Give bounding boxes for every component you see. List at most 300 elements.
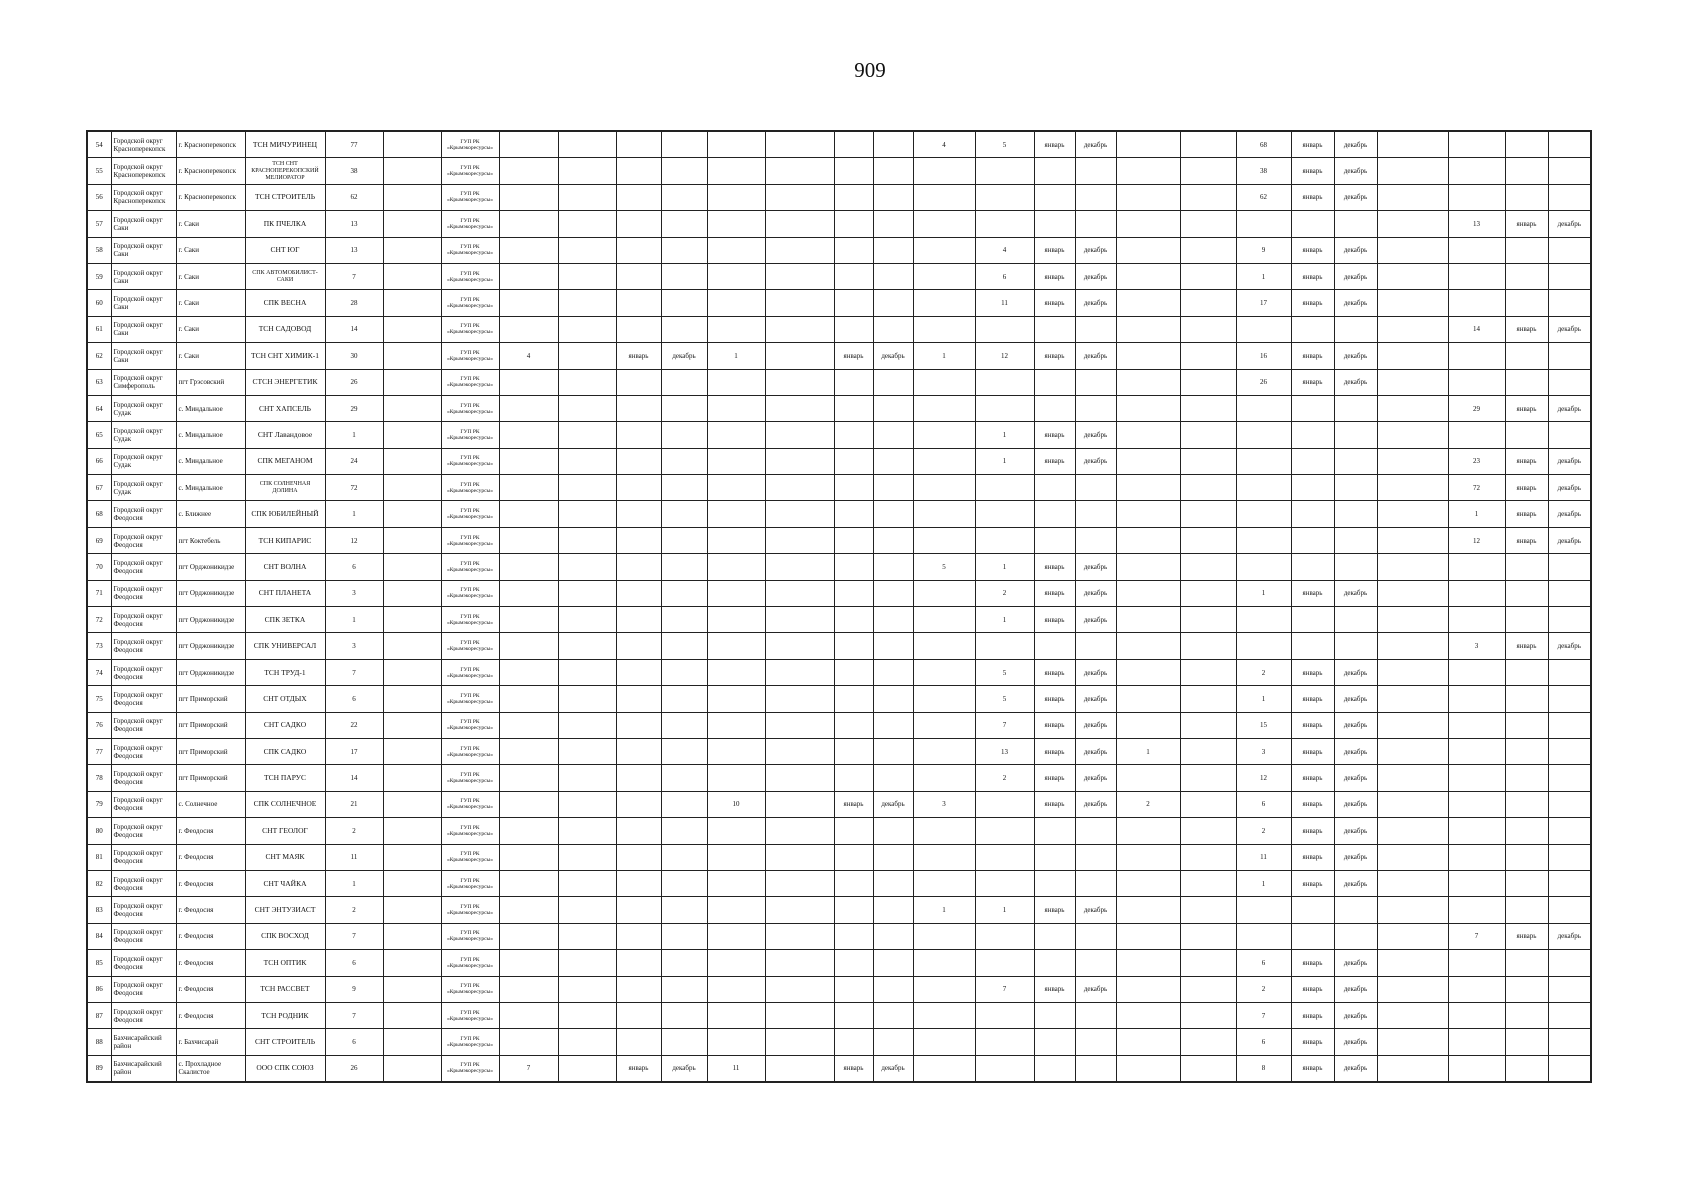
cell-count-d: 7 [975, 712, 1034, 738]
cell-total-count: 14 [325, 316, 383, 342]
cell-count-e [1116, 554, 1180, 580]
cell-to-f [1334, 395, 1377, 421]
cell-to-b [873, 1002, 913, 1028]
cell-to-h: декабрь [1548, 633, 1591, 659]
cell-to-b [873, 844, 913, 870]
cell-settlement: с. Миндальное [176, 395, 245, 421]
cell-empty-b [765, 554, 834, 580]
cell-count-h: 23 [1448, 448, 1505, 474]
cell-count-b [707, 369, 765, 395]
cell-to-h: декабрь [1548, 448, 1591, 474]
cell-from-b [834, 633, 873, 659]
cell-empty-a [558, 316, 616, 342]
cell-to-f: декабрь [1334, 791, 1377, 817]
cell-total-count: 1 [325, 422, 383, 448]
cell-count-h: 12 [1448, 527, 1505, 553]
cell-count-c [913, 818, 975, 844]
cell-empty-col [383, 395, 441, 421]
cell-empty-col [383, 422, 441, 448]
cell-count-a [499, 607, 558, 633]
cell-empty-col [383, 791, 441, 817]
cell-empty-e [1180, 765, 1236, 791]
cell-settlement: г. Красноперекопск [176, 131, 245, 158]
cell-count-f: 26 [1236, 369, 1291, 395]
table-row [87, 343, 1591, 369]
cell-to-a [661, 897, 707, 923]
cell-count-b [707, 211, 765, 237]
cell-from-b [834, 554, 873, 580]
cell-settlement: пгт Грэсовский [176, 369, 245, 395]
cell-to-b [873, 923, 913, 949]
cell-settlement: г. Саки [176, 316, 245, 342]
cell-from-b [834, 765, 873, 791]
cell-row-number: 65 [87, 422, 111, 448]
table-row [87, 554, 1591, 580]
cell-count-e [1116, 369, 1180, 395]
cell-from-f: январь [1291, 263, 1334, 289]
cell-empty-a [558, 976, 616, 1002]
cell-count-b [707, 844, 765, 870]
cell-to-d [1075, 950, 1116, 976]
cell-municipality: Городской округ Феодосия [111, 580, 176, 606]
cell-empty-g [1377, 422, 1448, 448]
cell-count-e [1116, 633, 1180, 659]
cell-empty-a [558, 1029, 616, 1055]
cell-count-a [499, 950, 558, 976]
cell-to-d [1075, 369, 1116, 395]
cell-count-e [1116, 263, 1180, 289]
cell-to-d [1075, 501, 1116, 527]
cell-from-a [616, 369, 661, 395]
cell-count-f [1236, 395, 1291, 421]
cell-to-f [1334, 554, 1377, 580]
cell-count-h [1448, 158, 1505, 184]
cell-count-a [499, 369, 558, 395]
cell-from-a [616, 1029, 661, 1055]
cell-from-d: январь [1034, 976, 1075, 1002]
cell-from-f [1291, 395, 1334, 421]
cell-from-a: январь [616, 343, 661, 369]
cell-to-b [873, 765, 913, 791]
cell-row-number: 66 [87, 448, 111, 474]
cell-count-b [707, 158, 765, 184]
cell-empty-e [1180, 131, 1236, 158]
cell-from-a [616, 1002, 661, 1028]
cell-from-d: январь [1034, 607, 1075, 633]
cell-operator: ГУП РК «Крымэкоресурсы» [441, 131, 499, 158]
cell-count-c [913, 395, 975, 421]
cell-from-h [1505, 950, 1548, 976]
cell-empty-b [765, 448, 834, 474]
cell-count-e: 2 [1116, 791, 1180, 817]
cell-municipality: Городской округ Красноперекопск [111, 184, 176, 210]
cell-count-e [1116, 343, 1180, 369]
cell-count-e [1116, 607, 1180, 633]
cell-count-a [499, 158, 558, 184]
cell-from-b [834, 131, 873, 158]
cell-empty-a [558, 950, 616, 976]
cell-to-f: декабрь [1334, 1002, 1377, 1028]
cell-empty-e [1180, 686, 1236, 712]
cell-empty-e [1180, 712, 1236, 738]
cell-total-count: 29 [325, 395, 383, 421]
cell-row-number: 78 [87, 765, 111, 791]
cell-operator: ГУП РК «Крымэкоресурсы» [441, 475, 499, 501]
cell-empty-g [1377, 158, 1448, 184]
cell-from-f [1291, 422, 1334, 448]
cell-organization: СНТ ПЛАНЕТА [245, 580, 325, 606]
cell-count-f: 8 [1236, 1055, 1291, 1082]
table-row [87, 712, 1591, 738]
cell-to-b [873, 976, 913, 1002]
cell-to-h [1548, 976, 1591, 1002]
cell-empty-col [383, 369, 441, 395]
cell-empty-a [558, 448, 616, 474]
cell-to-f: декабрь [1334, 765, 1377, 791]
cell-empty-b [765, 818, 834, 844]
cell-to-h: декабрь [1548, 923, 1591, 949]
cell-from-b [834, 686, 873, 712]
cell-count-b [707, 448, 765, 474]
cell-count-e [1116, 158, 1180, 184]
cell-empty-col [383, 659, 441, 685]
cell-to-a [661, 607, 707, 633]
cell-count-d [975, 633, 1034, 659]
cell-row-number: 77 [87, 738, 111, 764]
cell-organization: СНТ ЭНТУЗИАСТ [245, 897, 325, 923]
cell-operator: ГУП РК «Крымэкоресурсы» [441, 527, 499, 553]
cell-count-a [499, 475, 558, 501]
cell-municipality: Городской округ Феодосия [111, 659, 176, 685]
cell-count-c [913, 1055, 975, 1082]
cell-from-d: январь [1034, 448, 1075, 474]
cell-empty-col [383, 290, 441, 316]
cell-count-a [499, 263, 558, 289]
cell-operator: ГУП РК «Крымэкоресурсы» [441, 158, 499, 184]
cell-to-d: декабрь [1075, 686, 1116, 712]
cell-to-f: декабрь [1334, 263, 1377, 289]
cell-from-b [834, 158, 873, 184]
cell-from-a [616, 158, 661, 184]
cell-count-c [913, 712, 975, 738]
cell-count-f: 17 [1236, 290, 1291, 316]
cell-count-d: 1 [975, 448, 1034, 474]
cell-to-a [661, 976, 707, 1002]
cell-count-a [499, 765, 558, 791]
cell-row-number: 55 [87, 158, 111, 184]
cell-organization: СНТ САДКО [245, 712, 325, 738]
cell-to-h: декабрь [1548, 501, 1591, 527]
cell-organization: ТСН СНТ КРАСНОПЕРЕКОПСКИЙ МЕЛИОРАТОР [245, 158, 325, 184]
cell-count-b [707, 976, 765, 1002]
cell-organization: СПК АВТОМОБИЛИСТ-САКИ [245, 263, 325, 289]
cell-empty-b [765, 765, 834, 791]
cell-to-d: декабрь [1075, 554, 1116, 580]
cell-count-f: 1 [1236, 686, 1291, 712]
cell-empty-g [1377, 580, 1448, 606]
cell-empty-b [765, 290, 834, 316]
cell-count-c [913, 950, 975, 976]
cell-empty-a [558, 791, 616, 817]
cell-to-b [873, 316, 913, 342]
cell-empty-g [1377, 1029, 1448, 1055]
cell-operator: ГУП РК «Крымэкоресурсы» [441, 1055, 499, 1082]
cell-operator: ГУП РК «Крымэкоресурсы» [441, 290, 499, 316]
cell-empty-a [558, 738, 616, 764]
cell-to-h [1548, 844, 1591, 870]
cell-from-f: январь [1291, 343, 1334, 369]
cell-from-d [1034, 870, 1075, 896]
cell-municipality: Городской округ Феодосия [111, 738, 176, 764]
cell-to-h [1548, 158, 1591, 184]
cell-row-number: 79 [87, 791, 111, 817]
cell-from-h: январь [1505, 316, 1548, 342]
cell-from-f: январь [1291, 1055, 1334, 1082]
cell-empty-col [383, 1055, 441, 1082]
cell-to-b [873, 712, 913, 738]
cell-count-f: 1 [1236, 870, 1291, 896]
cell-settlement: пгт Приморский [176, 738, 245, 764]
cell-from-f: январь [1291, 1029, 1334, 1055]
cell-empty-e [1180, 659, 1236, 685]
cell-to-b [873, 554, 913, 580]
cell-empty-col [383, 158, 441, 184]
cell-empty-a [558, 897, 616, 923]
cell-count-h [1448, 897, 1505, 923]
cell-count-c [913, 580, 975, 606]
cell-organization: СПК ВЕСНА [245, 290, 325, 316]
table-row [87, 211, 1591, 237]
cell-from-h [1505, 844, 1548, 870]
cell-to-h: декабрь [1548, 475, 1591, 501]
cell-organization: СНТ МАЯК [245, 844, 325, 870]
cell-from-a [616, 580, 661, 606]
cell-empty-a [558, 184, 616, 210]
cell-operator: ГУП РК «Крымэкоресурсы» [441, 844, 499, 870]
cell-row-number: 56 [87, 184, 111, 210]
cell-count-a [499, 316, 558, 342]
cell-empty-a [558, 870, 616, 896]
cell-empty-a [558, 659, 616, 685]
cell-from-d: январь [1034, 686, 1075, 712]
cell-municipality: Городской округ Саки [111, 343, 176, 369]
cell-total-count: 21 [325, 791, 383, 817]
cell-to-f [1334, 923, 1377, 949]
cell-count-d: 7 [975, 976, 1034, 1002]
cell-from-b [834, 263, 873, 289]
cell-from-a [616, 791, 661, 817]
cell-organization: ТСН ТРУД-1 [245, 659, 325, 685]
cell-operator: ГУП РК «Крымэкоресурсы» [441, 580, 499, 606]
cell-count-h [1448, 818, 1505, 844]
cell-to-d [1075, 844, 1116, 870]
cell-empty-a [558, 131, 616, 158]
cell-from-a [616, 448, 661, 474]
cell-count-b [707, 1002, 765, 1028]
cell-from-a [616, 395, 661, 421]
cell-from-d: январь [1034, 131, 1075, 158]
cell-empty-e [1180, 607, 1236, 633]
cell-count-f [1236, 607, 1291, 633]
cell-empty-e [1180, 791, 1236, 817]
cell-from-d: январь [1034, 712, 1075, 738]
cell-to-h [1548, 290, 1591, 316]
cell-from-d: январь [1034, 765, 1075, 791]
cell-count-f: 9 [1236, 237, 1291, 263]
cell-operator: ГУП РК «Крымэкоресурсы» [441, 712, 499, 738]
cell-empty-a [558, 923, 616, 949]
cell-from-h [1505, 580, 1548, 606]
cell-empty-b [765, 950, 834, 976]
cell-count-d [975, 1055, 1034, 1082]
cell-empty-e [1180, 369, 1236, 395]
cell-to-f: декабрь [1334, 844, 1377, 870]
cell-count-h [1448, 607, 1505, 633]
cell-empty-b [765, 712, 834, 738]
cell-to-d: декабрь [1075, 765, 1116, 791]
cell-to-b [873, 633, 913, 659]
cell-to-a: декабрь [661, 1055, 707, 1082]
cell-from-b [834, 527, 873, 553]
cell-empty-e [1180, 870, 1236, 896]
cell-empty-e [1180, 1002, 1236, 1028]
cell-empty-b [765, 527, 834, 553]
cell-count-d: 5 [975, 659, 1034, 685]
cell-to-h [1548, 263, 1591, 289]
cell-count-b [707, 765, 765, 791]
cell-from-h [1505, 369, 1548, 395]
cell-count-d: 1 [975, 897, 1034, 923]
cell-count-f [1236, 527, 1291, 553]
cell-operator: ГУП РК «Крымэкоресурсы» [441, 501, 499, 527]
cell-organization: СПК УНИВЕРСАЛ [245, 633, 325, 659]
cell-count-f: 16 [1236, 343, 1291, 369]
cell-to-d [1075, 1029, 1116, 1055]
cell-empty-b [765, 1002, 834, 1028]
cell-to-f [1334, 475, 1377, 501]
cell-to-d [1075, 923, 1116, 949]
cell-to-h [1548, 131, 1591, 158]
cell-total-count: 2 [325, 897, 383, 923]
cell-empty-col [383, 501, 441, 527]
cell-from-b [834, 316, 873, 342]
cell-row-number: 64 [87, 395, 111, 421]
cell-municipality: Городской округ Симферополь [111, 369, 176, 395]
cell-count-d: 11 [975, 290, 1034, 316]
cell-from-h [1505, 818, 1548, 844]
cell-from-b [834, 237, 873, 263]
cell-empty-a [558, 527, 616, 553]
cell-municipality: Городской округ Феодосия [111, 607, 176, 633]
cell-to-h [1548, 870, 1591, 896]
cell-count-a [499, 211, 558, 237]
cell-empty-e [1180, 475, 1236, 501]
cell-count-a [499, 1029, 558, 1055]
cell-to-h [1548, 950, 1591, 976]
cell-count-e [1116, 818, 1180, 844]
cell-to-a [661, 791, 707, 817]
cell-from-f: январь [1291, 712, 1334, 738]
cell-to-h [1548, 580, 1591, 606]
cell-empty-b [765, 237, 834, 263]
cell-to-a [661, 870, 707, 896]
cell-empty-e [1180, 527, 1236, 553]
cell-count-b [707, 738, 765, 764]
cell-count-e [1116, 184, 1180, 210]
cell-row-number: 84 [87, 923, 111, 949]
cell-empty-g [1377, 712, 1448, 738]
table-row [87, 158, 1591, 184]
cell-empty-e [1180, 316, 1236, 342]
table-row [87, 765, 1591, 791]
cell-organization: СНТ ОТДЫХ [245, 686, 325, 712]
cell-from-h [1505, 607, 1548, 633]
cell-operator: ГУП РК «Крымэкоресурсы» [441, 237, 499, 263]
cell-empty-col [383, 870, 441, 896]
cell-count-d: 2 [975, 580, 1034, 606]
cell-operator: ГУП РК «Крымэкоресурсы» [441, 316, 499, 342]
cell-count-b [707, 870, 765, 896]
cell-count-b [707, 527, 765, 553]
cell-organization: СПК СОЛНЕЧНОЕ [245, 791, 325, 817]
cell-municipality: Городской округ Феодосия [111, 554, 176, 580]
cell-count-d [975, 1029, 1034, 1055]
cell-empty-e [1180, 290, 1236, 316]
cell-from-b [834, 1029, 873, 1055]
table-row [87, 738, 1591, 764]
cell-organization: ТСН СНТ ХИМИК-1 [245, 343, 325, 369]
cell-organization: СПК МЕГАНОМ [245, 448, 325, 474]
cell-from-d: январь [1034, 422, 1075, 448]
cell-count-h: 14 [1448, 316, 1505, 342]
cell-settlement: пгт Орджоникидзе [176, 659, 245, 685]
cell-count-e [1116, 1055, 1180, 1082]
cell-count-e [1116, 976, 1180, 1002]
cell-empty-e [1180, 184, 1236, 210]
cell-count-a [499, 923, 558, 949]
cell-count-a [499, 897, 558, 923]
cell-to-b [873, 395, 913, 421]
cell-municipality: Городской округ Саки [111, 290, 176, 316]
cell-to-d: декабрь [1075, 607, 1116, 633]
cell-from-f: январь [1291, 659, 1334, 685]
table-row [87, 923, 1591, 949]
cell-count-f [1236, 475, 1291, 501]
cell-to-d: декабрь [1075, 897, 1116, 923]
cell-row-number: 73 [87, 633, 111, 659]
cell-empty-col [383, 263, 441, 289]
cell-total-count: 28 [325, 290, 383, 316]
cell-settlement: пгт Приморский [176, 686, 245, 712]
cell-to-h [1548, 422, 1591, 448]
cell-from-b [834, 897, 873, 923]
cell-from-d [1034, 184, 1075, 210]
cell-to-a [661, 237, 707, 263]
cell-municipality: Бахчисарайский район [111, 1029, 176, 1055]
cell-from-f [1291, 633, 1334, 659]
cell-empty-col [383, 184, 441, 210]
cell-from-b [834, 659, 873, 685]
cell-count-h [1448, 870, 1505, 896]
cell-to-b [873, 501, 913, 527]
cell-empty-col [383, 211, 441, 237]
cell-from-h [1505, 712, 1548, 738]
cell-from-a [616, 818, 661, 844]
cell-count-h [1448, 554, 1505, 580]
cell-total-count: 9 [325, 976, 383, 1002]
cell-count-h: 72 [1448, 475, 1505, 501]
cell-to-h [1548, 554, 1591, 580]
